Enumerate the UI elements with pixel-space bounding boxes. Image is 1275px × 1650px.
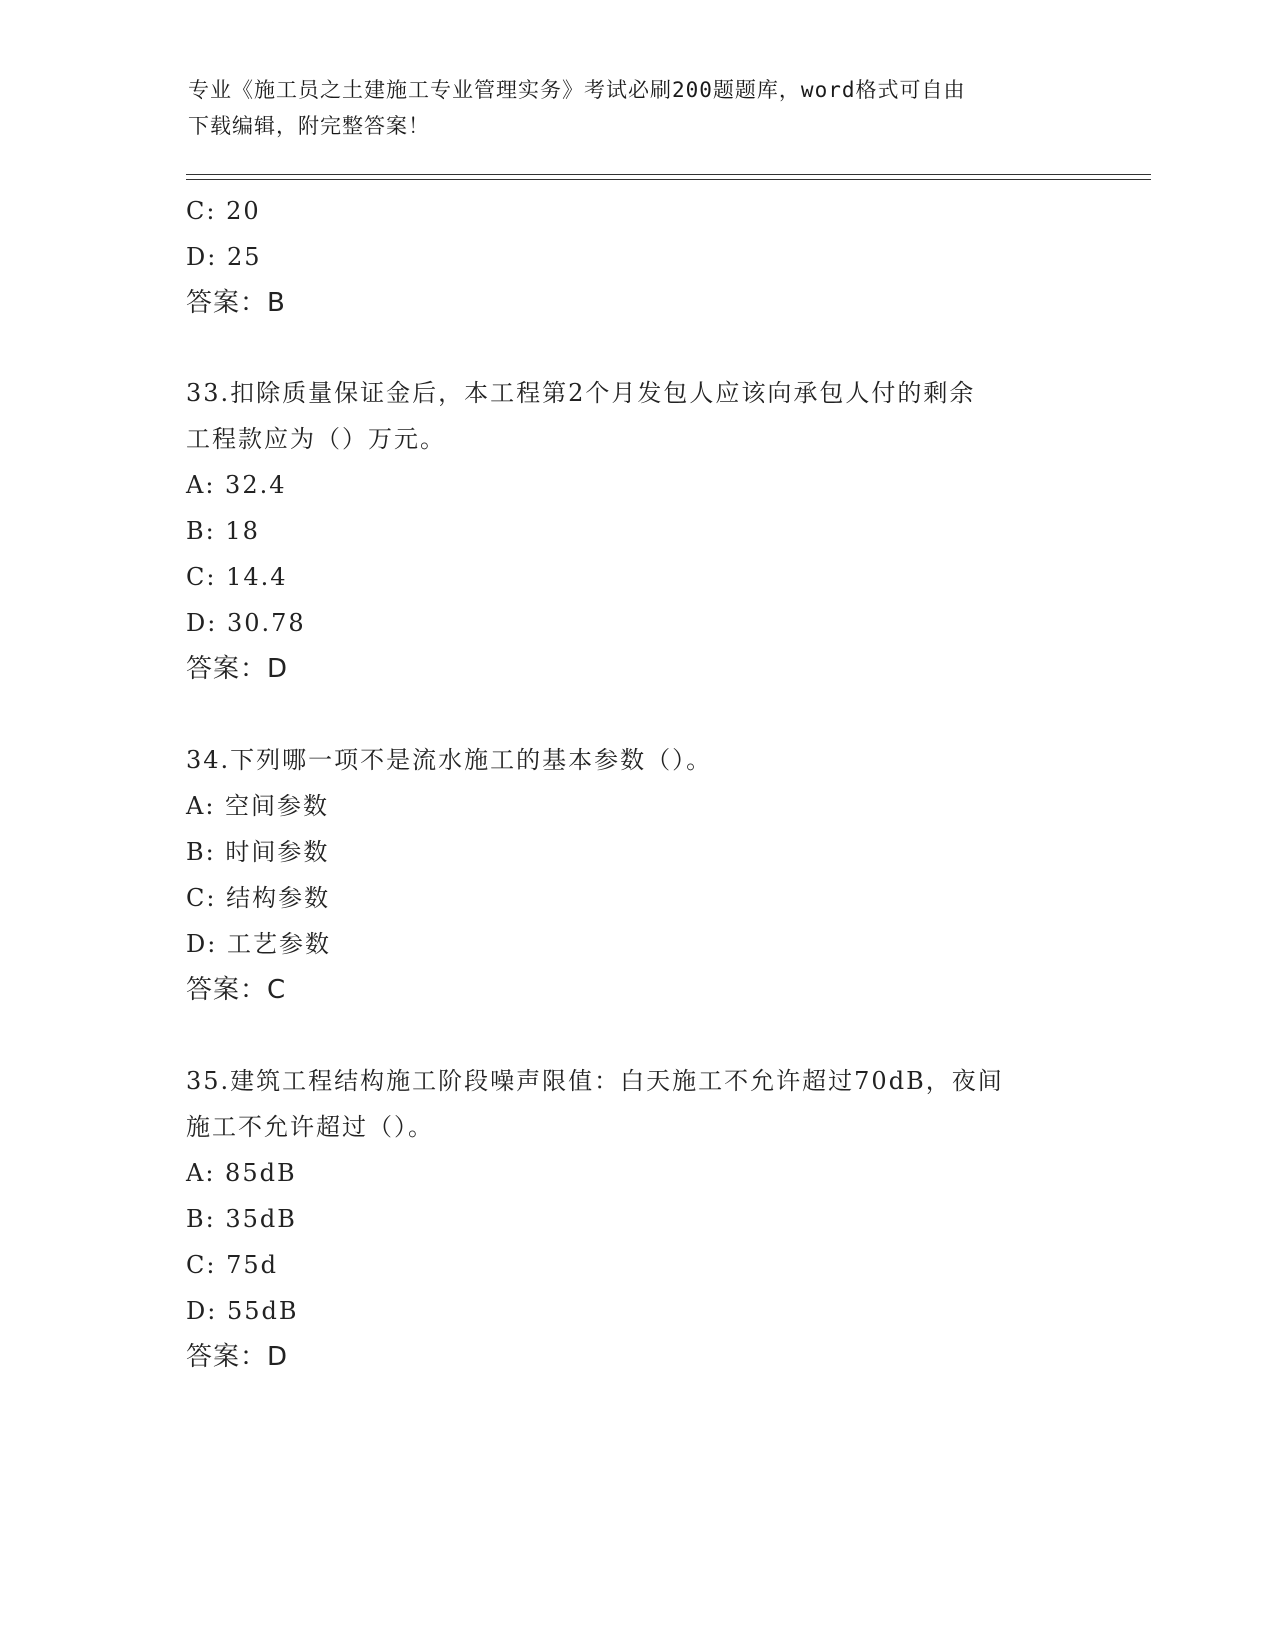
option-b: B: 35dB: [186, 1205, 297, 1233]
header-line-2: 下载编辑，附完整答案！: [188, 114, 430, 138]
option-b: B: 18: [186, 517, 260, 545]
option-a: A: 32.4: [186, 471, 287, 499]
document-header: [188, 72, 1088, 144]
question-34-text: 34.下列哪一项不是流水施工的基本参数（）。: [186, 746, 713, 774]
header-divider-bottom: [186, 179, 1151, 180]
question-33-text: 33.扣除质量保证金后，本工程第2个月发包人应该向承包人付的剩余: [186, 379, 976, 407]
option-c: C: 75d: [186, 1251, 278, 1279]
option-a: A: 空间参数: [186, 792, 330, 820]
header-line-1: 专业《施工员之土建施工专业管理实务》考试必刷200题题库，word格式可自由: [188, 78, 966, 102]
answer: 答案：D: [186, 1342, 289, 1372]
option-d: D: 工艺参数: [186, 930, 331, 958]
answer: 答案：B: [186, 288, 286, 318]
option-c: C: 结构参数: [186, 884, 331, 912]
option-c: C: 14.4: [186, 563, 288, 591]
answer: 答案：D: [186, 654, 289, 684]
option-d: D: 30.78: [186, 609, 306, 637]
question-33-text-cont: 工程款应为（）万元。: [186, 425, 446, 453]
option-d: D: 25: [186, 243, 262, 271]
option-a: A: 85dB: [186, 1159, 297, 1187]
option-d: D: 55dB: [186, 1297, 299, 1325]
header-divider-top: [186, 174, 1151, 175]
answer: 答案：C: [186, 975, 287, 1005]
option-c: C: 20: [186, 197, 261, 225]
question-35-text-cont: 施工不允许超过（）。: [186, 1113, 434, 1141]
option-b: B: 时间参数: [186, 838, 330, 866]
question-35-text: 35.建筑工程结构施工阶段噪声限值：白天施工不允许超过70dB，夜间: [186, 1067, 1004, 1095]
